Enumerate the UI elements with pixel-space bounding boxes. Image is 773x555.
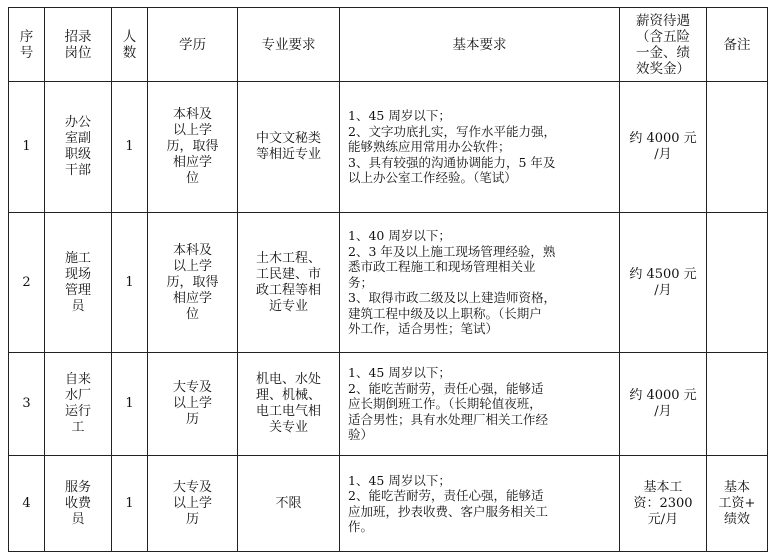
recruitment-table-container: [8, 7, 767, 551]
header-salary: 薪资待遇 （含五险 一金、绩 效奖金）: [620, 8, 707, 82]
cell-requirements: 1、45 周岁以下； 2、能吃苦耐劳，责任心强，能够适 应加班，抄表收费、客户服务相关工 作。: [340, 456, 620, 552]
cell-education: 大专及 以上学 历: [148, 353, 238, 456]
cell-count: 1: [112, 353, 148, 456]
cell-major: 中文文秘类 等相近专业: [238, 82, 340, 213]
header-seq: 序 号: [9, 8, 45, 82]
cell-salary: 约 4000 元 /月: [620, 82, 707, 213]
cell-count: 1: [112, 456, 148, 552]
cell-seq: 2: [9, 213, 45, 353]
cell-requirements: 1、45 周岁以下； 2、文字功底扎实，写作水平能力强， 能够熟练应用常用办公软件； 3、具有较强的沟通协调能力，5 年及 以上办公室工作经验。（笔试）: [340, 82, 620, 213]
cell-seq: 4: [9, 456, 45, 552]
cell-remarks: [707, 353, 768, 456]
cell-seq: 3: [9, 353, 45, 456]
table-row: [9, 82, 768, 213]
header-remarks: 备注: [707, 8, 768, 82]
cell-education: 大专及 以上学 历: [148, 456, 238, 552]
cell-remarks: [707, 213, 768, 353]
cell-position: 办公 室副 职级 干部: [45, 82, 112, 213]
header-requirements: 基本要求: [340, 8, 620, 82]
cell-count: 1: [112, 213, 148, 353]
cell-count: 1: [112, 82, 148, 213]
cell-requirements: 1、45 周岁以下； 2、能吃苦耐劳，责任心强，能够适 应长期倒班工作。（长期轮值夜班， 适合男性；具有水处理厂相关工作经 验）: [340, 353, 620, 456]
header-position: 招录 岗位: [45, 8, 112, 82]
cell-salary: 约 4000 元 /月: [620, 353, 707, 456]
table-row: [9, 353, 768, 456]
table-row: [9, 213, 768, 353]
cell-salary: 约 4500 元 /月: [620, 213, 707, 353]
cell-remarks: [707, 82, 768, 213]
cell-position: 施工 现场 管理 员: [45, 213, 112, 353]
cell-major: 机电、水处 理、机械、 电工电气相 关专业: [238, 353, 340, 456]
table-row: [9, 456, 768, 552]
recruitment-table: [8, 7, 768, 552]
cell-education: 本科及 以上学 历，取得 相应学 位: [148, 82, 238, 213]
header-education: 学历: [148, 8, 238, 82]
cell-position: 服务 收费 员: [45, 456, 112, 552]
cell-position: 自来 水厂 运行 工: [45, 353, 112, 456]
cell-major: 土木工程、 工民建、市 政工程等相 近专业: [238, 213, 340, 353]
cell-requirements: 1、40 周岁以下； 2、3 年及以上施工现场管理经验，熟 悉市政工程施工和现场管理相关业 务； 3、取得市政二级及以上建造师资格， 建筑工程中级及以上职称。（长期户 外工作，适合男性；笔试）: [340, 213, 620, 353]
cell-seq: 1: [9, 82, 45, 213]
header-count: 人 数: [112, 8, 148, 82]
cell-education: 本科及 以上学 历，取得 相应学 位: [148, 213, 238, 353]
cell-remarks: 基本 工资+ 绩效: [707, 456, 768, 552]
cell-salary: 基本工 资：2300 元/月: [620, 456, 707, 552]
cell-major: 不限: [238, 456, 340, 552]
header-major: 专业要求: [238, 8, 340, 82]
header-row: [9, 8, 768, 82]
